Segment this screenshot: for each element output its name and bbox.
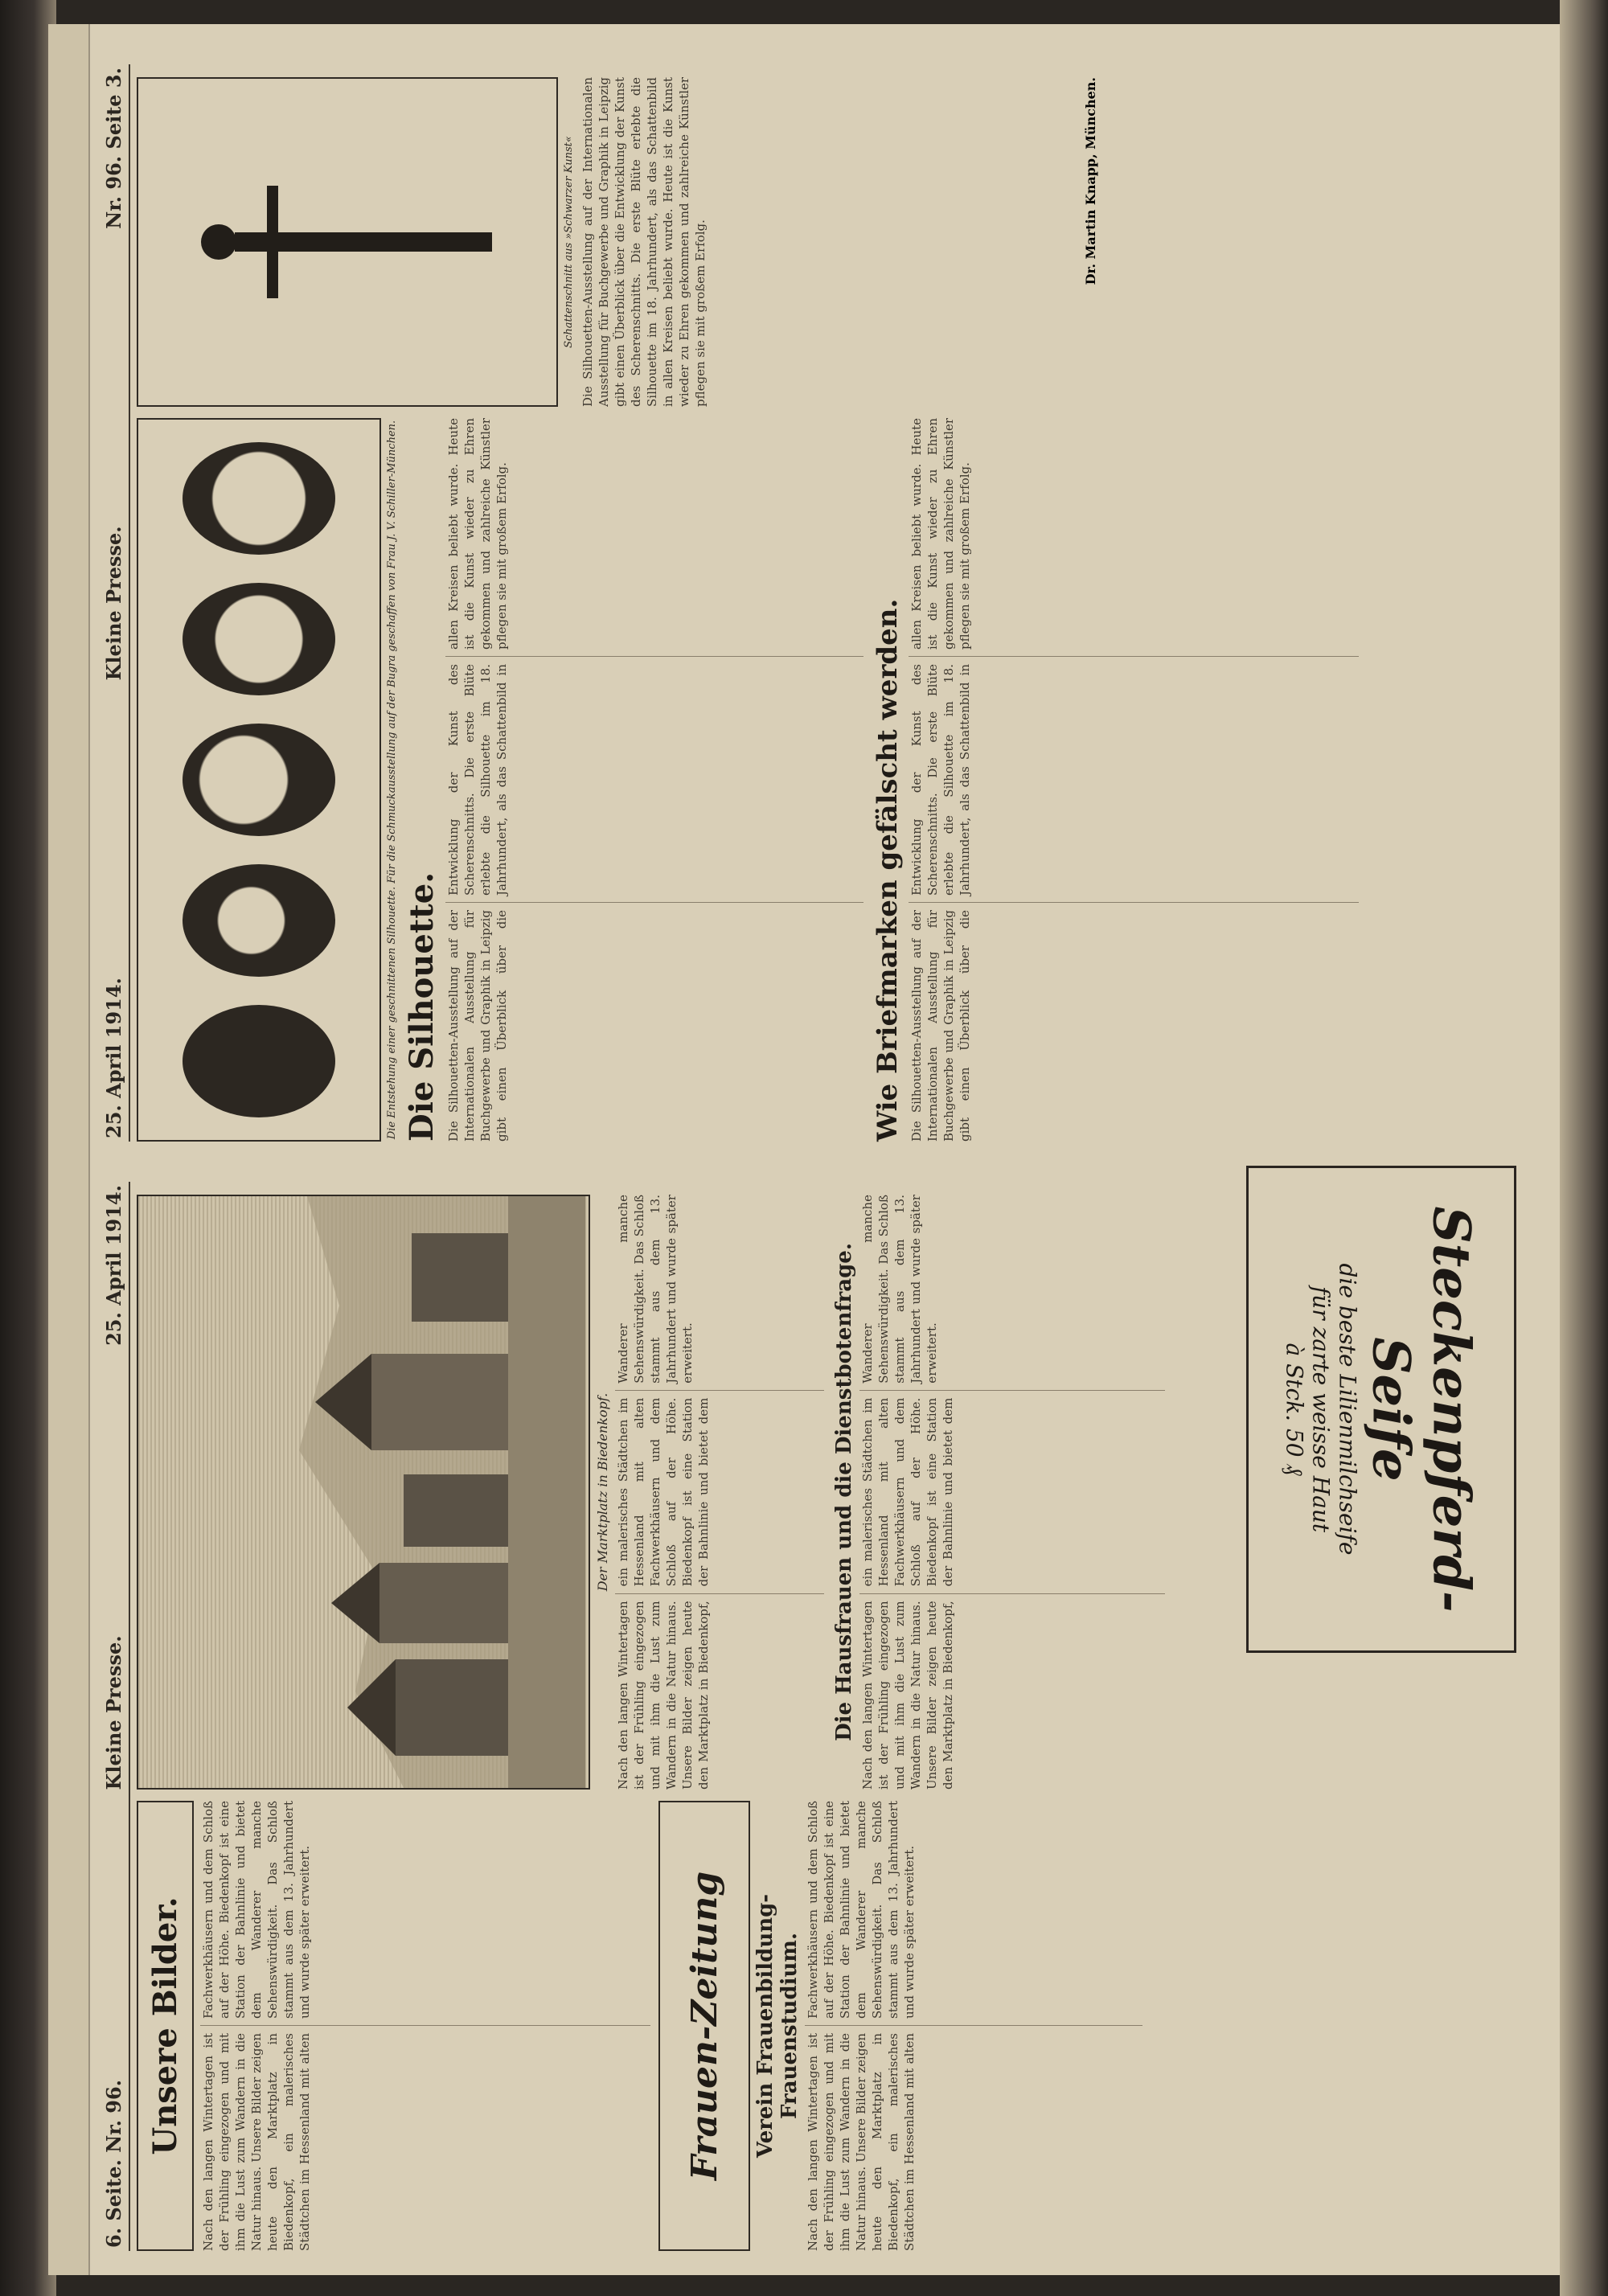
biedenkopf-text: Nach den langen Wintertagen ist der Frühling eingezogen und mit ihm die Lust zum Wandern in die Natur hinaus. Unsere Bilder zeigen heute den Marktplatz in Biedenkopf, ein malerisches Städtchen im Hessenland mit alten Fachwerkhäusern und dem Schloß auf der Höhe. Biedenkopf ist eine Station der Bahnlinie und bietet dem Wanderer manche Sehenswürdigkeit. Das Schloß stammt aus dem 13. Jahrhundert und wurde später erweitert. bbox=[616, 1195, 711, 1790]
article-author: Dr. Martin Knapp, München. bbox=[1083, 77, 1098, 285]
steckenpferd-seife-ad bbox=[1246, 1166, 1516, 1653]
ad-tagline-1: die beste Lilienmilchseife bbox=[1335, 1263, 1361, 1556]
silhouette-oval-5 bbox=[183, 442, 335, 555]
ad-product: Seife bbox=[1361, 1337, 1421, 1482]
silhouette-text-continued: Die Silhouetten-Ausstellung auf der Internationalen Ausstellung für Buchgewerbe und Graphik in Leipzig gibt einen Überblick über die Entwicklung der Kunst des Scherenschnitts. Die erste Blüte erlebte die Silhouette im 18. Jahrhundert, als das Schattenbild in allen Kreisen beliebt wurde. Heute ist die Kunst wieder zu Ehren gekommen und zahlreiche Künstler pflegen sie mit großem Erfolg. bbox=[580, 77, 708, 407]
page-edge bbox=[1560, 0, 1608, 2296]
right-header-masthead: Kleine Presse. bbox=[102, 526, 125, 681]
silhouette-oval-4 bbox=[183, 583, 335, 695]
dancer-silhouette bbox=[170, 162, 524, 322]
silhouette-oval-2 bbox=[183, 864, 335, 977]
left-header-date: 25. April 1914. bbox=[102, 1185, 125, 1346]
frauen-zeitung-heading: Frauen-Zeitung bbox=[683, 1871, 725, 2181]
previous-page-fragment bbox=[48, 24, 90, 2275]
frauenbildung-text: Nach den langen Wintertagen ist der Frühling eingezogen und mit ihm die Lust zum Wandern in die Natur hinaus. Unsere Bilder zeigen heute den Marktplatz in Biedenkopf, ein malerisches Städtchen im Hessenland mit alten Fachwerkhäusern und dem Schloß auf der Höhe. Biedenkopf ist eine Station der Bahnlinie und bietet dem Wanderer manche Sehenswürdigkeit. Das Schloß stammt aus dem 13. Jahrhundert und wurde später erweitert. bbox=[806, 1801, 917, 2251]
left-page-header bbox=[100, 1182, 130, 2251]
silhouette-sequence-figure bbox=[137, 418, 381, 1142]
dienstboten-text: Nach den langen Wintertagen ist der Frühling eingezogen und mit ihm die Lust zum Wandern in die Natur hinaus. Unsere Bilder zeigen heute den Marktplatz in Biedenkopf, ein malerisches Städtchen im Hessenland mit alten Fachwerkhäusern und dem Schloß auf der Höhe. Biedenkopf ist eine Station der Bahnlinie und bietet dem Wanderer manche Sehenswürdigkeit. Das Schloß stammt aus dem 13. Jahrhundert und wurde später erweitert. bbox=[860, 1195, 955, 1790]
silhouette-oval-3 bbox=[183, 724, 335, 836]
section-title: Unsere Bilder. bbox=[146, 1896, 184, 2155]
silhouette-oval-1 bbox=[183, 1005, 335, 1117]
ad-price: à Stck. 50 ₰ bbox=[1282, 1343, 1308, 1476]
frauenbildung-title: Verein Frauenbildung-Frauenstudium. bbox=[753, 1893, 802, 2159]
right-page bbox=[88, 56, 1560, 1150]
town-illustration bbox=[138, 1196, 585, 1788]
left-header-masthead: Kleine Presse. bbox=[102, 1635, 125, 1790]
briefmarken-title: Wie Briefmarken gefälscht werden. bbox=[872, 598, 904, 1142]
right-header-page-number: Nr. 96. Seite 3. bbox=[102, 68, 125, 229]
unsere-bilder-text: Nach den langen Wintertagen ist der Frühling eingezogen und mit ihm die Lust zum Wandern in die Natur hinaus. Unsere Bilder zeigen heute den Marktplatz in Biedenkopf, ein malerisches Städtchen im Hessenland mit alten Fachwerkhäusern und dem Schloß auf der Höhe. Biedenkopf ist eine Station der Bahnlinie und bietet dem Wanderer manche Sehenswürdigkeit. Das Schloß stammt aus dem 13. Jahrhundert und wurde später erweitert. bbox=[201, 1801, 312, 2251]
right-header-date: 25. April 1914. bbox=[102, 978, 125, 1138]
ad-tagline-2: für zarte weisse Haut bbox=[1308, 1285, 1335, 1533]
briefmarken-text: Die Silhouetten-Ausstellung auf der Internationalen Ausstellung für Buchgewerbe und Graphik in Leipzig gibt einen Überblick über die Entwicklung der Kunst des Scherenschnitts. Die erste Blüte erlebte die Silhouette im 18. Jahrhundert, als das Schattenbild in allen Kreisen beliebt wurde. Heute ist die Kunst wieder zu Ehren gekommen und zahlreiche Künstler pflegen sie mit großem Erfolg. bbox=[909, 418, 972, 1142]
newspaper-scan bbox=[48, 24, 1568, 2275]
right-page-header bbox=[100, 64, 130, 1142]
schattenschnitt-caption: Schattenschnitt aus »Schwarzer Kunst« bbox=[563, 136, 575, 348]
silhouette-title: Die Silhouette. bbox=[403, 871, 441, 1142]
ad-brand: Steckenpferd- bbox=[1421, 1206, 1482, 1613]
silhouette-figure-caption: Die Entstehung einer geschnittenen Silhouette. Für die Schmuckausstellung auf der Bugra geschaffen von Frau J. V. Schiller-München. bbox=[386, 420, 398, 1140]
left-header-page-number: 6. Seite. Nr. 96. bbox=[102, 2079, 125, 2248]
schattenschnitt-figure bbox=[137, 77, 558, 407]
silhouette-text: Die Silhouetten-Ausstellung auf der Internationalen Ausstellung für Buchgewerbe und Graphik in Leipzig gibt einen Überblick über die Entwicklung der Kunst des Scherenschnitts. Die erste Blüte erlebte die Silhouette im 18. Jahrhundert, als das Schattenbild in allen Kreisen beliebt wurde. Heute ist die Kunst wieder zu Ehren gekommen und zahlreiche Künstler pflegen sie mit großem Erfolg. bbox=[446, 418, 509, 1142]
dienstboten-title: Die Hausfrauen und die Dienstbotenfrage. bbox=[832, 1243, 856, 1741]
marktplatz-caption: Der Marktplatz in Biedenkopf. bbox=[595, 1392, 610, 1592]
marktplatz-engraving bbox=[137, 1195, 590, 1790]
